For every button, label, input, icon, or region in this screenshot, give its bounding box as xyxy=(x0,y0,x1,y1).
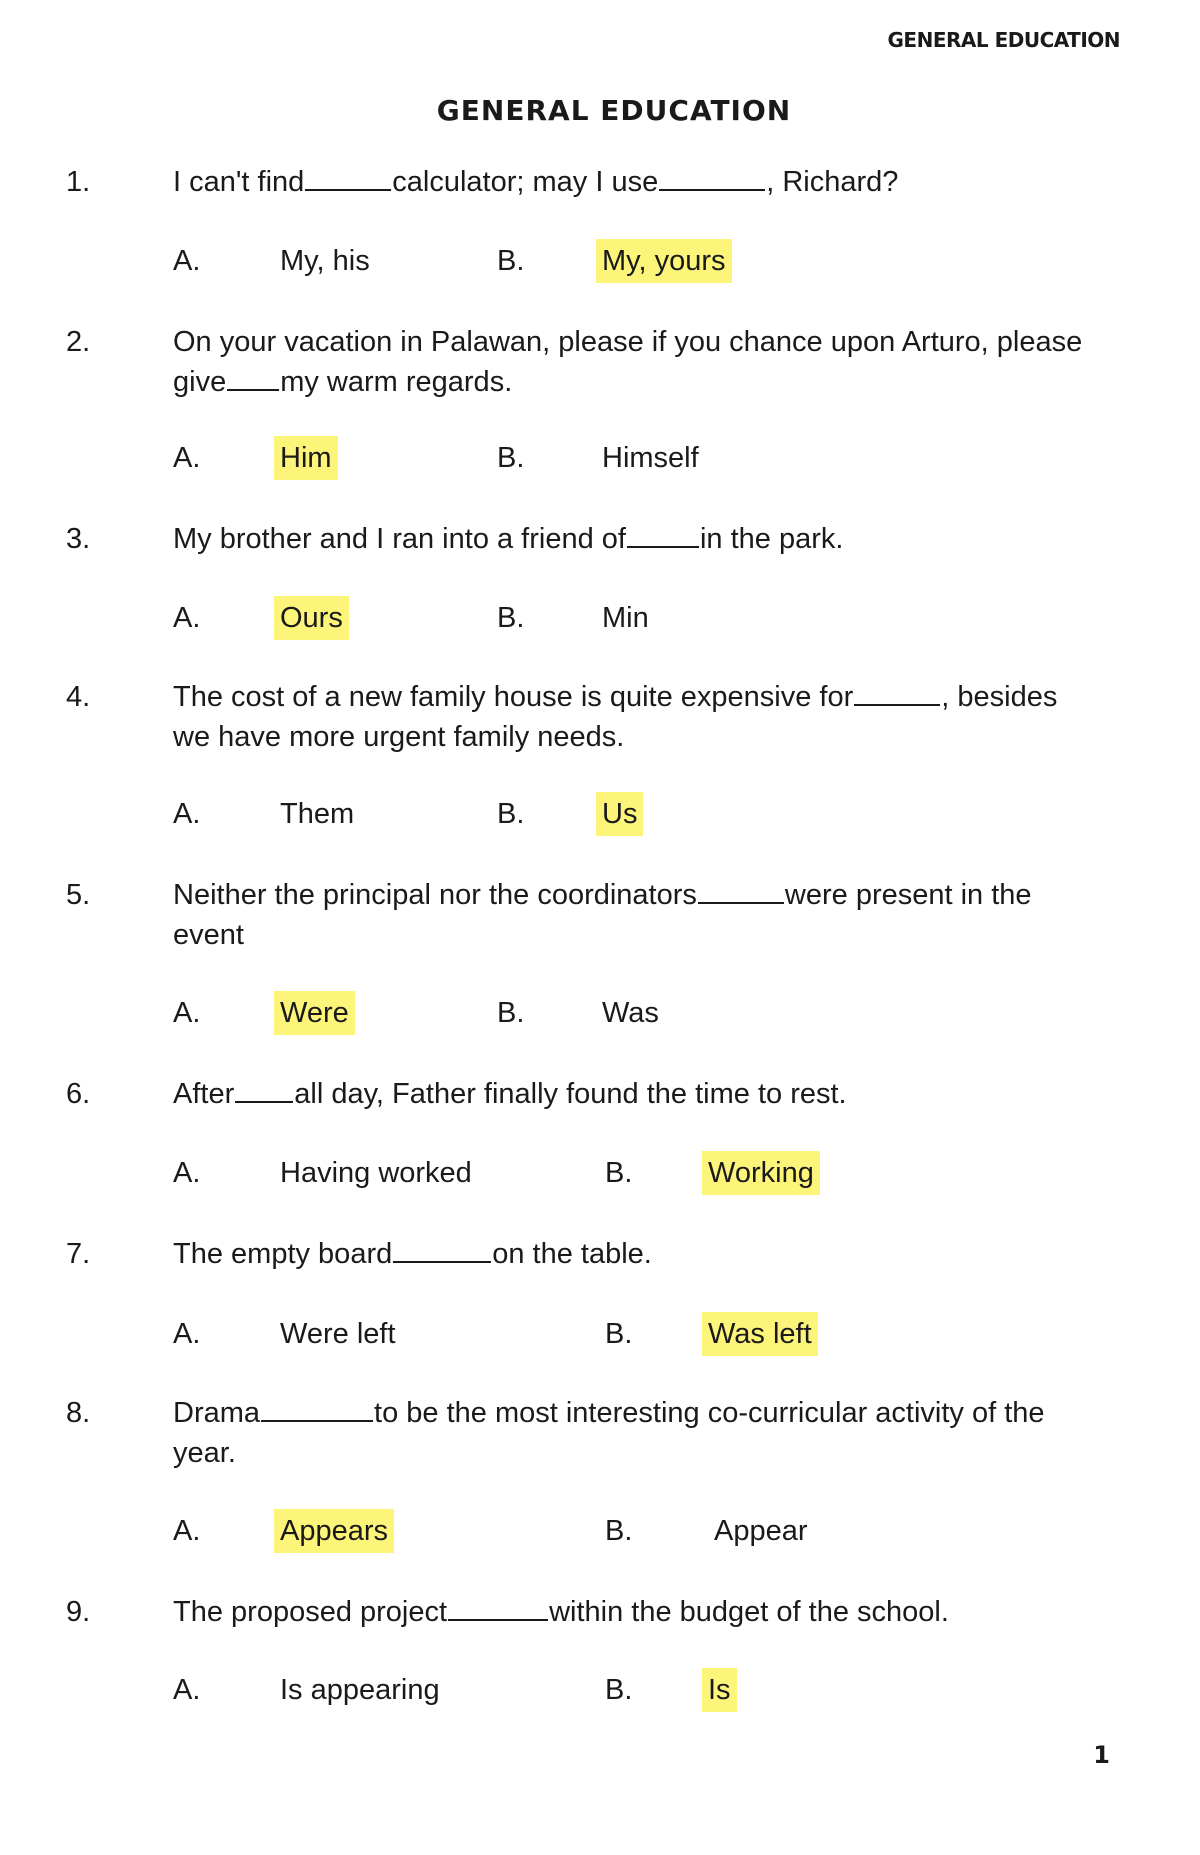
answer-blank xyxy=(261,1393,373,1422)
option-b-text-highlighted: Us xyxy=(596,792,643,836)
question-number: 6. xyxy=(66,1078,91,1110)
question-text: Drama to be the most interesting co-curricular activity of the year. xyxy=(173,1393,1133,1473)
option-a-letter: A. xyxy=(173,798,201,830)
option-b-letter: B. xyxy=(497,442,525,474)
answer-blank xyxy=(659,162,765,191)
question-text: The empty board on the table. xyxy=(173,1234,1133,1274)
option-b-text: Min xyxy=(602,602,649,634)
option-a-letter: A. xyxy=(173,1318,201,1350)
question-text: I can't find calculator; may I use , Richard? xyxy=(173,162,1133,202)
answer-blank xyxy=(448,1592,548,1621)
option-a-text: Were left xyxy=(280,1318,396,1350)
option-a-letter: A. xyxy=(173,602,201,634)
option-a-letter: A. xyxy=(173,245,201,277)
option-b-letter: B. xyxy=(497,997,525,1029)
option-a-letter: A. xyxy=(173,1157,201,1189)
answer-blank xyxy=(235,1074,293,1103)
option-b-text: Appear xyxy=(714,1515,808,1547)
option-a-text-highlighted: Were xyxy=(274,991,355,1035)
option-b-text-highlighted: Is xyxy=(702,1668,737,1712)
option-a-letter: A. xyxy=(173,997,201,1029)
option-b-letter: B. xyxy=(605,1318,633,1350)
option-a-text: Is appearing xyxy=(280,1674,440,1706)
option-a-text-highlighted: Him xyxy=(274,436,338,480)
question-number: 7. xyxy=(66,1238,91,1270)
question-text: Neither the principal nor the coordinators were present in the event xyxy=(173,875,1133,955)
option-b-letter: B. xyxy=(497,798,525,830)
page-title: GENERAL EDUCATION xyxy=(436,94,792,127)
question-number: 2. xyxy=(66,326,91,358)
answer-blank xyxy=(854,677,940,706)
option-b-text: Was xyxy=(602,997,659,1029)
option-b-text-highlighted: Working xyxy=(702,1151,820,1195)
option-b-letter: B. xyxy=(605,1674,633,1706)
answer-blank xyxy=(627,519,699,548)
question-number: 8. xyxy=(66,1397,91,1429)
answer-blank xyxy=(393,1234,491,1263)
question-text: My brother and I ran into a friend of in the park. xyxy=(173,519,1133,559)
answer-blank xyxy=(305,162,391,191)
option-a-letter: A. xyxy=(173,442,201,474)
option-a-text: Having worked xyxy=(280,1157,472,1189)
option-b-letter: B. xyxy=(605,1157,633,1189)
option-b-letter: B. xyxy=(497,245,525,277)
option-b-text: Himself xyxy=(602,442,699,474)
option-a-letter: A. xyxy=(173,1674,201,1706)
option-a-text-highlighted: Ours xyxy=(274,596,349,640)
question-text: On your vacation in Palawan, please if you chance upon Arturo, please give my warm regards. xyxy=(173,326,1083,398)
option-b-text-highlighted: Was left xyxy=(702,1312,818,1356)
question-number: 9. xyxy=(66,1596,91,1628)
answer-blank xyxy=(227,362,279,391)
option-b-letter: B. xyxy=(605,1515,633,1547)
page-number: 1 xyxy=(1093,1741,1110,1769)
answer-blank xyxy=(698,875,784,904)
option-a-text-highlighted: Appears xyxy=(274,1509,394,1553)
question-number: 1. xyxy=(66,166,91,198)
question-number: 4. xyxy=(66,681,91,713)
question-text: The proposed project within the budget of the school. xyxy=(173,1592,1133,1632)
question-number: 5. xyxy=(66,879,91,911)
question-number: 3. xyxy=(66,523,91,555)
option-a-text: My, his xyxy=(280,245,370,277)
option-b-text-highlighted: My, yours xyxy=(596,239,732,283)
option-a-letter: A. xyxy=(173,1515,201,1547)
question-text: The cost of a new family house is quite expensive for , besides we have more urgent family needs. xyxy=(173,677,1133,757)
option-a-text: Them xyxy=(280,798,355,830)
question-text: After all day, Father finally found the time to rest. xyxy=(173,1074,1133,1114)
option-b-letter: B. xyxy=(497,602,525,634)
running-header: GENERAL EDUCATION xyxy=(887,28,1120,52)
